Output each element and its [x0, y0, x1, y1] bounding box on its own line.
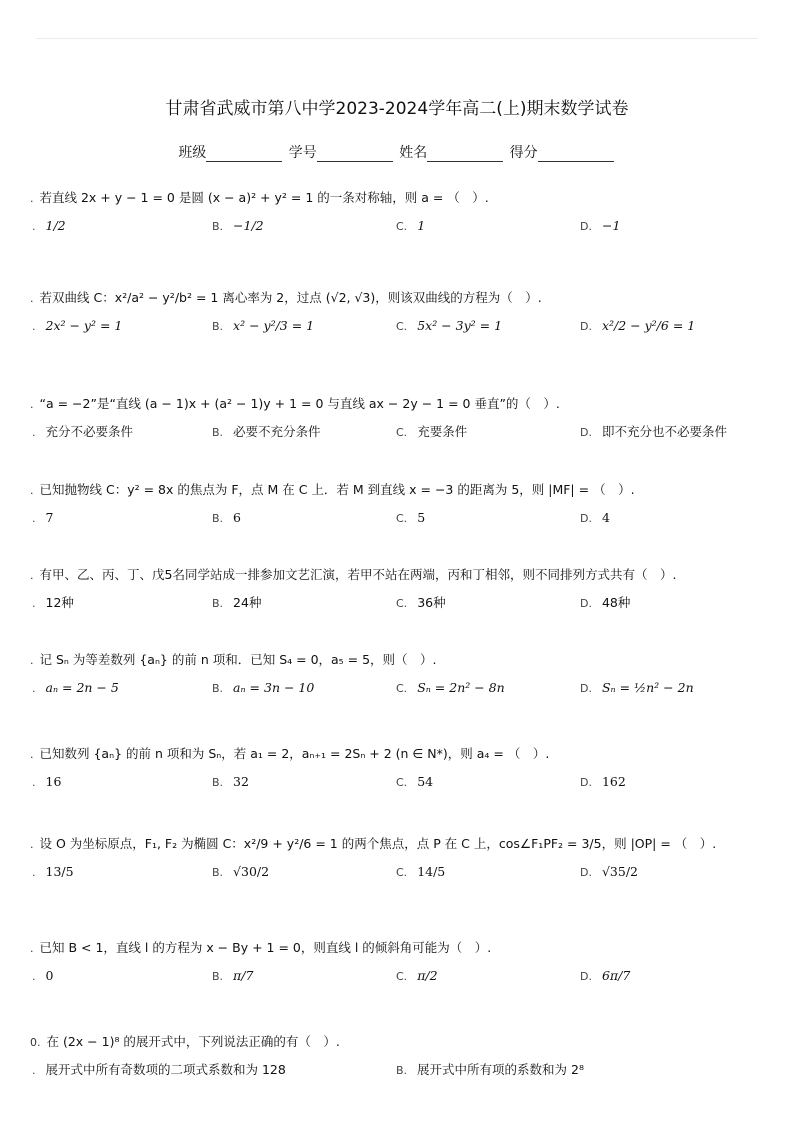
option-row	[30, 211, 764, 241]
option-letter: .	[32, 512, 36, 525]
question-number: .	[30, 654, 34, 667]
score-field[interactable]	[538, 147, 614, 162]
option-b[interactable]	[212, 673, 314, 704]
option-letter: C.	[396, 512, 408, 525]
option-a[interactable]	[32, 211, 66, 242]
question-stem	[30, 834, 764, 855]
option-letter: C.	[396, 682, 408, 695]
option-a[interactable]	[32, 857, 74, 888]
option-b[interactable]	[212, 588, 261, 619]
option-text: 充要条件	[417, 424, 468, 439]
option-b[interactable]	[212, 961, 253, 992]
option-row	[30, 1055, 764, 1085]
option-c[interactable]	[396, 857, 445, 888]
option-letter: C.	[396, 866, 408, 879]
option-d[interactable]	[580, 417, 727, 448]
question-4	[30, 480, 764, 533]
class-label: 班级	[178, 145, 207, 161]
option-letter: C.	[396, 426, 408, 439]
option-a[interactable]	[32, 767, 61, 798]
option-text: 54	[417, 774, 434, 789]
option-d[interactable]	[580, 503, 610, 534]
option-text: 36种	[417, 595, 446, 610]
option-text: 48种	[601, 595, 631, 610]
question-number: .	[30, 292, 34, 305]
option-text: 1/2	[45, 218, 66, 233]
option-text: 0	[45, 968, 54, 983]
question-text: 已知 B < 1，直线 l 的方程为 x − By + 1 = 0，则直线 l 的倾斜角可能为（ ）.	[39, 940, 492, 955]
option-letter: .	[32, 866, 36, 879]
question-stem	[30, 480, 764, 501]
question-7	[30, 744, 764, 797]
question-stem	[30, 288, 764, 309]
question-text: 若直线 2x + y − 1 = 0 是圆 (x − a)² + y² = 1 的一条对称轴，则 a = （ ）.	[39, 190, 489, 205]
option-letter: B.	[212, 776, 224, 789]
question-text: 在 (2x − 1)⁸ 的展开式中，下列说法正确的有（ ）.	[46, 1034, 340, 1049]
option-letter: B.	[212, 866, 224, 879]
option-row	[30, 857, 764, 897]
option-text: 5	[417, 510, 426, 525]
question-number: 0.	[30, 1036, 41, 1049]
question-number: .	[30, 942, 34, 955]
question-3	[30, 394, 764, 447]
option-c[interactable]	[396, 767, 433, 798]
option-letter: D.	[580, 320, 592, 333]
option-row	[30, 767, 764, 797]
question-stem	[30, 188, 764, 209]
option-text: 必要不充分条件	[233, 424, 321, 439]
option-letter: D.	[580, 512, 592, 525]
option-a[interactable]	[32, 673, 119, 704]
option-text: 即不充分也不必要条件	[601, 424, 727, 439]
option-text: aₙ = 3n − 10	[233, 680, 315, 695]
option-text: 12种	[45, 595, 74, 610]
option-c[interactable]	[396, 311, 502, 342]
question-text: “a = −2”是“直线 (a − 1)x + (a² − 1)y + 1 = 0 与直线 ax − 2y − 1 = 0 垂直”的（ ）.	[39, 396, 560, 411]
option-b[interactable]	[212, 857, 269, 888]
option-letter: B.	[212, 512, 224, 525]
question-1	[30, 188, 764, 241]
option-text: 充分不必要条件	[45, 424, 134, 439]
option-text: 5x² − 3y² = 1	[417, 318, 503, 333]
option-d[interactable]	[580, 311, 695, 342]
option-letter: B.	[212, 970, 224, 983]
option-b[interactable]	[212, 503, 241, 534]
option-letter: D.	[580, 970, 592, 983]
question-number: .	[30, 838, 34, 851]
option-b[interactable]	[212, 211, 264, 242]
option-d[interactable]	[580, 961, 630, 992]
page-top-rule	[36, 38, 758, 39]
question-number: .	[30, 398, 34, 411]
option-a[interactable]	[32, 1055, 286, 1086]
option-text: 展开式中所有奇数项的二项式系数和为 128	[45, 1062, 286, 1077]
option-letter: D.	[580, 682, 592, 695]
option-a[interactable]	[32, 311, 122, 342]
option-text: −1	[601, 218, 621, 233]
option-a[interactable]	[32, 503, 53, 534]
option-text: π/2	[417, 968, 438, 983]
option-letter: B.	[212, 220, 224, 233]
question-text: 若双曲线 C：x²/a² − y²/b² = 1 离心率为 2，过点 (√2, √3)，则该双曲线的方程为（ ）.	[39, 290, 542, 305]
question-5	[30, 565, 764, 618]
question-10	[30, 1032, 764, 1085]
option-text: 7	[45, 510, 54, 525]
option-c[interactable]	[396, 417, 467, 448]
option-row	[30, 503, 764, 533]
option-letter: B.	[212, 426, 224, 439]
option-d[interactable]	[580, 211, 620, 242]
option-letter: C.	[396, 597, 408, 610]
option-text: 4	[601, 510, 610, 525]
student-info-line	[0, 142, 794, 162]
option-text: 16	[45, 774, 62, 789]
question-stem	[30, 650, 764, 671]
question-text: 已知数列 {aₙ} 的前 n 项和为 Sₙ，若 a₁ = 2，aₙ₊₁ = 2Sₙ + 2 (n ∈ N*)，则 a₄ = （ ）.	[39, 746, 550, 761]
option-letter: .	[32, 970, 36, 983]
option-c[interactable]	[396, 588, 446, 619]
option-text: 13/5	[45, 864, 74, 879]
question-9	[30, 938, 764, 1001]
question-stem	[30, 565, 764, 586]
option-letter: .	[32, 682, 36, 695]
option-b[interactable]	[212, 767, 249, 798]
option-letter: .	[32, 1064, 36, 1077]
question-6	[30, 650, 764, 703]
question-stem	[30, 744, 764, 765]
name-field[interactable]	[427, 147, 503, 162]
class-field[interactable]	[206, 147, 282, 162]
question-number: .	[30, 192, 34, 205]
option-c[interactable]	[396, 211, 425, 242]
option-row	[30, 588, 764, 618]
option-letter: B.	[212, 682, 224, 695]
question-8	[30, 834, 764, 897]
option-letter: C.	[396, 970, 408, 983]
option-text: aₙ = 2n − 5	[45, 680, 119, 695]
question-text: 设 O 为坐标原点，F₁, F₂ 为椭圆 C：x²/9 + y²/6 = 1 的两个焦点，点 P 在 C 上，cos∠F₁PF₂ = 3/5，则 |OP| = （ ）.	[39, 836, 717, 851]
option-letter: .	[32, 220, 36, 233]
option-text: 6	[233, 510, 241, 525]
option-text: Sₙ = ½n² − 2n	[601, 680, 694, 695]
option-b[interactable]	[396, 1055, 584, 1086]
option-letter: .	[32, 597, 36, 610]
option-b[interactable]	[212, 311, 314, 342]
name-label: 姓名	[399, 145, 428, 161]
option-row	[30, 417, 764, 447]
option-letter: C.	[396, 220, 408, 233]
option-text: 6π/7	[601, 968, 631, 983]
option-c[interactable]	[396, 961, 438, 992]
option-row	[30, 673, 764, 703]
option-letter: D.	[580, 866, 592, 879]
question-stem	[30, 1032, 764, 1053]
option-letter: D.	[580, 220, 592, 233]
option-a[interactable]	[32, 961, 53, 992]
option-text: √35/2	[601, 864, 639, 879]
option-text: x² − y²/3 = 1	[233, 318, 315, 333]
option-letter: C.	[396, 320, 408, 333]
option-b[interactable]	[212, 417, 321, 448]
number-label: 学号	[288, 145, 317, 161]
option-text: π/7	[233, 968, 254, 983]
option-a[interactable]	[32, 417, 133, 448]
question-number: .	[30, 748, 34, 761]
question-text: 有甲、乙、丙、丁、戊5名同学站成一排参加文艺汇演，若甲不站在两端，丙和丁相邻，则不同排列方式共有（ ）.	[39, 567, 677, 582]
option-text: x²/2 − y²/6 = 1	[601, 318, 696, 333]
number-field[interactable]	[317, 147, 393, 162]
question-text: 记 Sₙ 为等差数列 {aₙ} 的前 n 项和．已知 S₄ = 0，a₅ = 5，则（ ）.	[39, 652, 437, 667]
option-letter: B.	[396, 1064, 408, 1077]
option-c[interactable]	[396, 673, 505, 704]
option-letter: B.	[212, 320, 224, 333]
question-2	[30, 288, 764, 341]
option-text: 展开式中所有项的系数和为 2⁸	[417, 1062, 584, 1077]
option-letter: .	[32, 776, 36, 789]
option-letter: D.	[580, 776, 592, 789]
page-title: 甘肃省武威市第八中学2023-2024学年高二(上)期末数学试卷	[165, 99, 629, 119]
option-text: 32	[233, 774, 249, 789]
score-label: 得分	[509, 145, 538, 161]
option-letter: .	[32, 320, 36, 333]
option-text: 14/5	[417, 864, 446, 879]
question-stem	[30, 394, 764, 415]
option-letter: C.	[396, 776, 408, 789]
option-a[interactable]	[32, 588, 74, 619]
option-text: 24种	[233, 595, 262, 610]
question-number: .	[30, 569, 34, 582]
option-text: −1/2	[233, 218, 264, 233]
option-row	[30, 961, 764, 1001]
option-letter: B.	[212, 597, 224, 610]
option-row	[30, 311, 764, 341]
option-text: Sₙ = 2n² − 8n	[417, 680, 505, 695]
option-text: 2x² − y² = 1	[45, 318, 123, 333]
option-d[interactable]	[580, 673, 694, 704]
option-letter: D.	[580, 426, 592, 439]
option-letter: D.	[580, 597, 592, 610]
option-text: 1	[417, 218, 426, 233]
question-stem	[30, 938, 764, 959]
option-text: √30/2	[233, 864, 270, 879]
question-number: .	[30, 484, 34, 497]
option-text: 162	[601, 774, 626, 789]
question-text: 已知抛物线 C：y² = 8x 的焦点为 F，点 M 在 C 上．若 M 到直线 x = −3 的距离为 5，则 |MF| = （ ）.	[39, 482, 635, 497]
option-d[interactable]	[580, 857, 638, 888]
option-d[interactable]	[580, 767, 626, 798]
option-letter: .	[32, 426, 36, 439]
option-c[interactable]	[396, 503, 425, 534]
option-d[interactable]	[580, 588, 630, 619]
